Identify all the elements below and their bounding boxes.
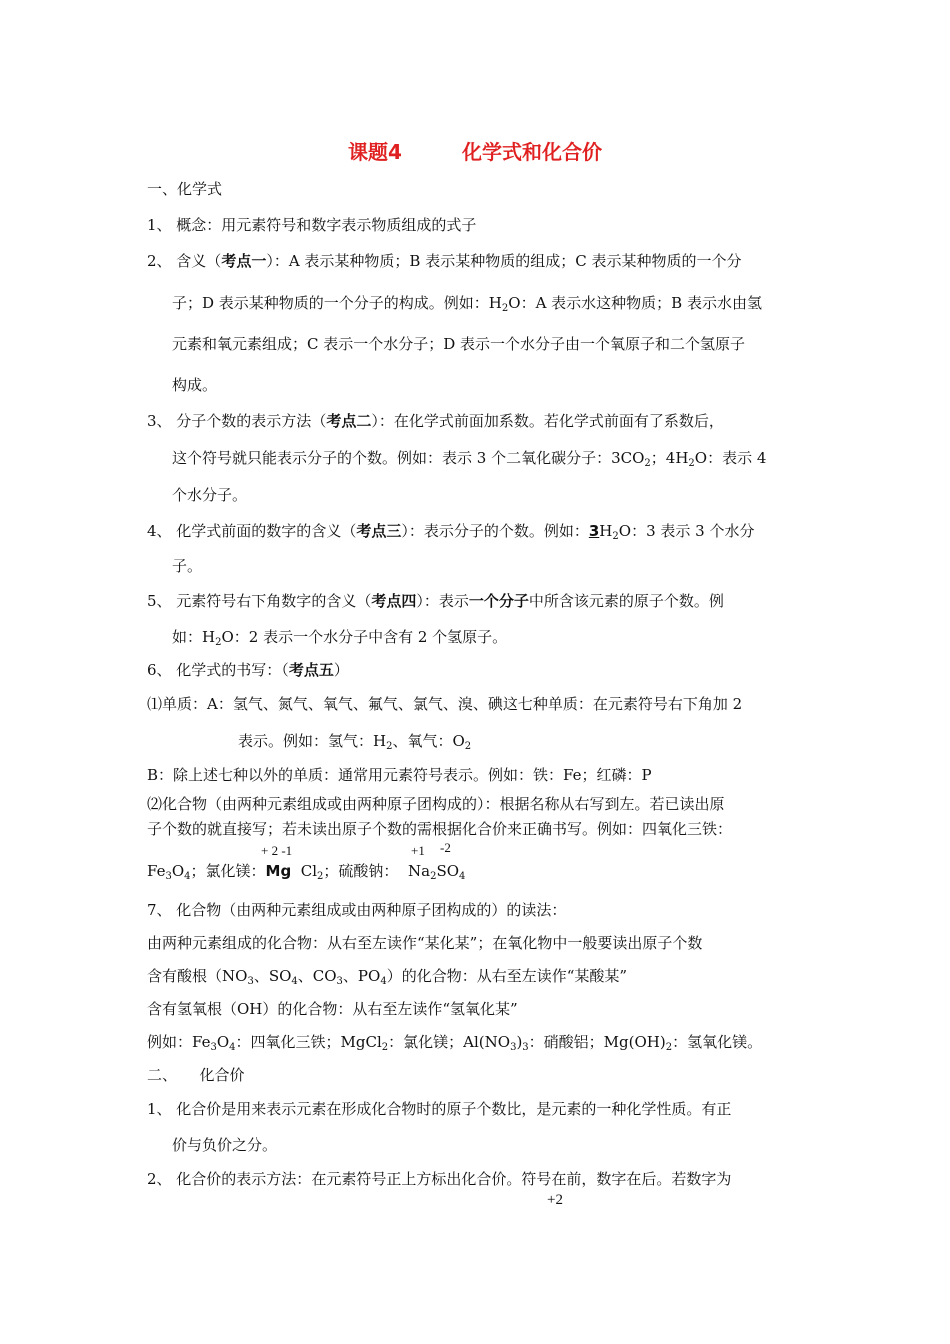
text: O [216, 1033, 230, 1051]
subscript: 4 [291, 976, 298, 987]
item-3-line-2 [172, 447, 766, 469]
key-point-label: 考点四 [371, 592, 417, 610]
subscript: 3 [522, 1042, 529, 1053]
formula-na: Na [407, 862, 431, 880]
item-7-line-1: 7、 化合物（由两种元素组成或由两种原子团构成的）的读法： [147, 901, 567, 919]
text: ）：在化学式前面加系数。若化学式前面有了系数后， [371, 412, 724, 430]
text: 如：H [172, 628, 216, 646]
text: 、PO [342, 967, 381, 985]
valence-item-1-line-1: 1、 化合价是用来表示元素在形成化合物时的原子个数比，是元素的一种化学性质。有正 [147, 1100, 732, 1118]
item-5-line-2 [172, 626, 507, 648]
text: ：氢氧化镁。 [672, 1033, 763, 1051]
subscript: 3 [165, 871, 172, 882]
text: O [171, 862, 185, 880]
text: 、CO [297, 967, 337, 985]
valence-na: +1 [411, 843, 425, 858]
text: 例如：Fe [147, 1033, 211, 1051]
emphasis-one-molecule: 一个分子 [468, 592, 529, 610]
item-7-line-3 [147, 965, 627, 987]
section-heading-chemical-formula: 一、化学式 [147, 180, 223, 198]
text: 中所含该元素的原子个数。例 [528, 592, 724, 610]
subscript: 3 [247, 976, 254, 987]
bottom-valence-example: +2 [547, 1192, 563, 1208]
item-2-line-2 [172, 292, 762, 314]
item-6-elements-line-2 [238, 730, 471, 752]
subscript: 3 [210, 1042, 217, 1053]
subscript: 2 [688, 458, 695, 469]
subscript: 2 [381, 1042, 389, 1053]
subscript: 2 [644, 458, 651, 469]
text: 表示。例如：氢气：H [238, 732, 387, 750]
subscript: 4 [229, 1042, 236, 1053]
subscript: 2 [317, 871, 324, 882]
text: ：四氧化三铁；MgCl [235, 1033, 382, 1051]
text: O：表示 4 [694, 449, 767, 467]
item-2-line-1 [147, 250, 741, 271]
text: ）的化合物：从右至左读作“某酸某” [386, 967, 628, 985]
text: 2、 含义（ [147, 252, 222, 270]
item-6-elements-line-1: ⑴单质：A：氢气、氮气、氧气、氟气、氯气、溴、碘这七种单质：在元素符号右下角加 2 [147, 695, 743, 713]
text: O：3 表示 3 个水分 [618, 522, 755, 540]
text: ）：表示 [416, 592, 469, 610]
text: 5、 元素符号右下角数字的含义（ [147, 592, 372, 610]
subscript: 2 [215, 637, 222, 648]
text: ；硫酸钠： [323, 862, 399, 880]
item-1-concept: 1、 概念：用元素符号和数字表示物质组成的式子 [147, 216, 477, 234]
item-3-line-3: 个水分子。 [172, 486, 248, 504]
item-6-line-1 [147, 659, 349, 680]
item-6-compounds-line-1: ⑵化合物（由两种元素组成或由两种原子团构成的）：根据名称从右写到左。若已读出原 [147, 795, 725, 813]
text: ） [333, 661, 349, 679]
subscript: 2 [430, 871, 437, 882]
subscript: 2 [464, 741, 472, 752]
valence-item-2-line-1: 2、 化合价的表示方法：在元素符号正上方标出化合价。符号在前，数字在后。若数字为 [147, 1170, 732, 1188]
text: Fe [147, 862, 166, 880]
item-3-line-1 [147, 410, 724, 431]
valence-item-1-line-2: 价与负价之分。 [172, 1136, 278, 1154]
item-6-compounds-line-2: 子个数的就直接写；若未读出原子个数的需根据化合价来正确书写。例如：四氧化三铁： [147, 820, 733, 838]
text: ：氯化镁；Al(NO [388, 1033, 511, 1051]
subscript: 2 [386, 741, 393, 752]
item-7-line-5 [147, 1031, 762, 1053]
text: 含有酸根（NO [147, 967, 248, 985]
valence-so4: -2 [440, 840, 451, 855]
formula-cl: Cl [300, 862, 318, 880]
text: 、氧气：O [392, 732, 465, 750]
text: ；氯化镁： [190, 862, 266, 880]
item-5-line-1 [147, 590, 724, 611]
item-4-line-2: 子。 [172, 557, 203, 575]
subscript: 4 [380, 976, 387, 987]
text: 这个符号就只能表示分子的个数。例如：表示 3 个二氧化碳分子：3CO [172, 449, 645, 467]
text: 3、 分子个数的表示方法（ [147, 412, 327, 430]
text: O：2 表示一个水分子中含有 2 个氢原子。 [221, 628, 508, 646]
item-2-line-4: 构成。 [172, 376, 218, 394]
subscript: 2 [665, 1042, 673, 1053]
item-6-compounds-line-3 [147, 860, 465, 882]
text: 子；D 表示某种物质的一个分子的构成。例如：H [172, 294, 502, 312]
item-2-line-3: 元素和氧元素组成；C 表示一个水分子；D 表示一个水分子由一个氧原子和二个氢原子 [172, 335, 746, 353]
text: 、SO [253, 967, 292, 985]
text: H [599, 522, 613, 540]
subscript: 3 [510, 1042, 517, 1053]
text: ；4H [650, 449, 689, 467]
subscript: 4 [459, 871, 466, 882]
text: 4、 化学式前面的数字的含义（ [147, 522, 357, 540]
subscript: 4 [184, 871, 191, 882]
item-4-line-1 [147, 520, 754, 542]
underlined-coefficient: 3 [588, 522, 600, 540]
formula-mg: Mg [265, 862, 292, 880]
subscript: 2 [501, 303, 509, 314]
text: ）：表示分子的个数。例如： [401, 522, 589, 540]
item-6-other-elements: B：除上述七种以外的单质：通常用元素符号表示。例如：铁：Fe；红磷：P [147, 766, 652, 784]
valence-mg-cl: + 2 -1 [261, 843, 293, 858]
page-title: 课题4 化学式和化合价 [348, 140, 602, 164]
key-point-label: 考点一 [221, 252, 267, 270]
item-7-line-2: 由两种元素组成的化合物：从右至左读作“某化某”；在氧化物中一般要读出原子个数 [147, 934, 703, 952]
subscript: 2 [612, 531, 619, 542]
item-7-line-4: 含有氢氧根（OH）的化合物：从右至左读作“氢氧化某” [147, 1000, 518, 1018]
text: ：硝酸铝；Mg(OH) [528, 1033, 666, 1051]
key-point-label: 考点三 [356, 522, 402, 540]
key-point-label: 考点二 [326, 412, 372, 430]
key-point-label: 考点五 [288, 661, 334, 679]
text: O：A 表示水这种物质；B 表示水由氢 [508, 294, 762, 312]
section-heading-valence: 二、 化合价 [147, 1066, 245, 1084]
text: ）：A 表示某种物质；B 表示某种物质的组成；C 表示某种物质的一个分 [266, 252, 742, 270]
text: 6、 化学式的书写：（ [147, 661, 289, 679]
formula-so: SO [436, 862, 460, 880]
text: ) [516, 1033, 523, 1051]
subscript: 3 [336, 976, 343, 987]
